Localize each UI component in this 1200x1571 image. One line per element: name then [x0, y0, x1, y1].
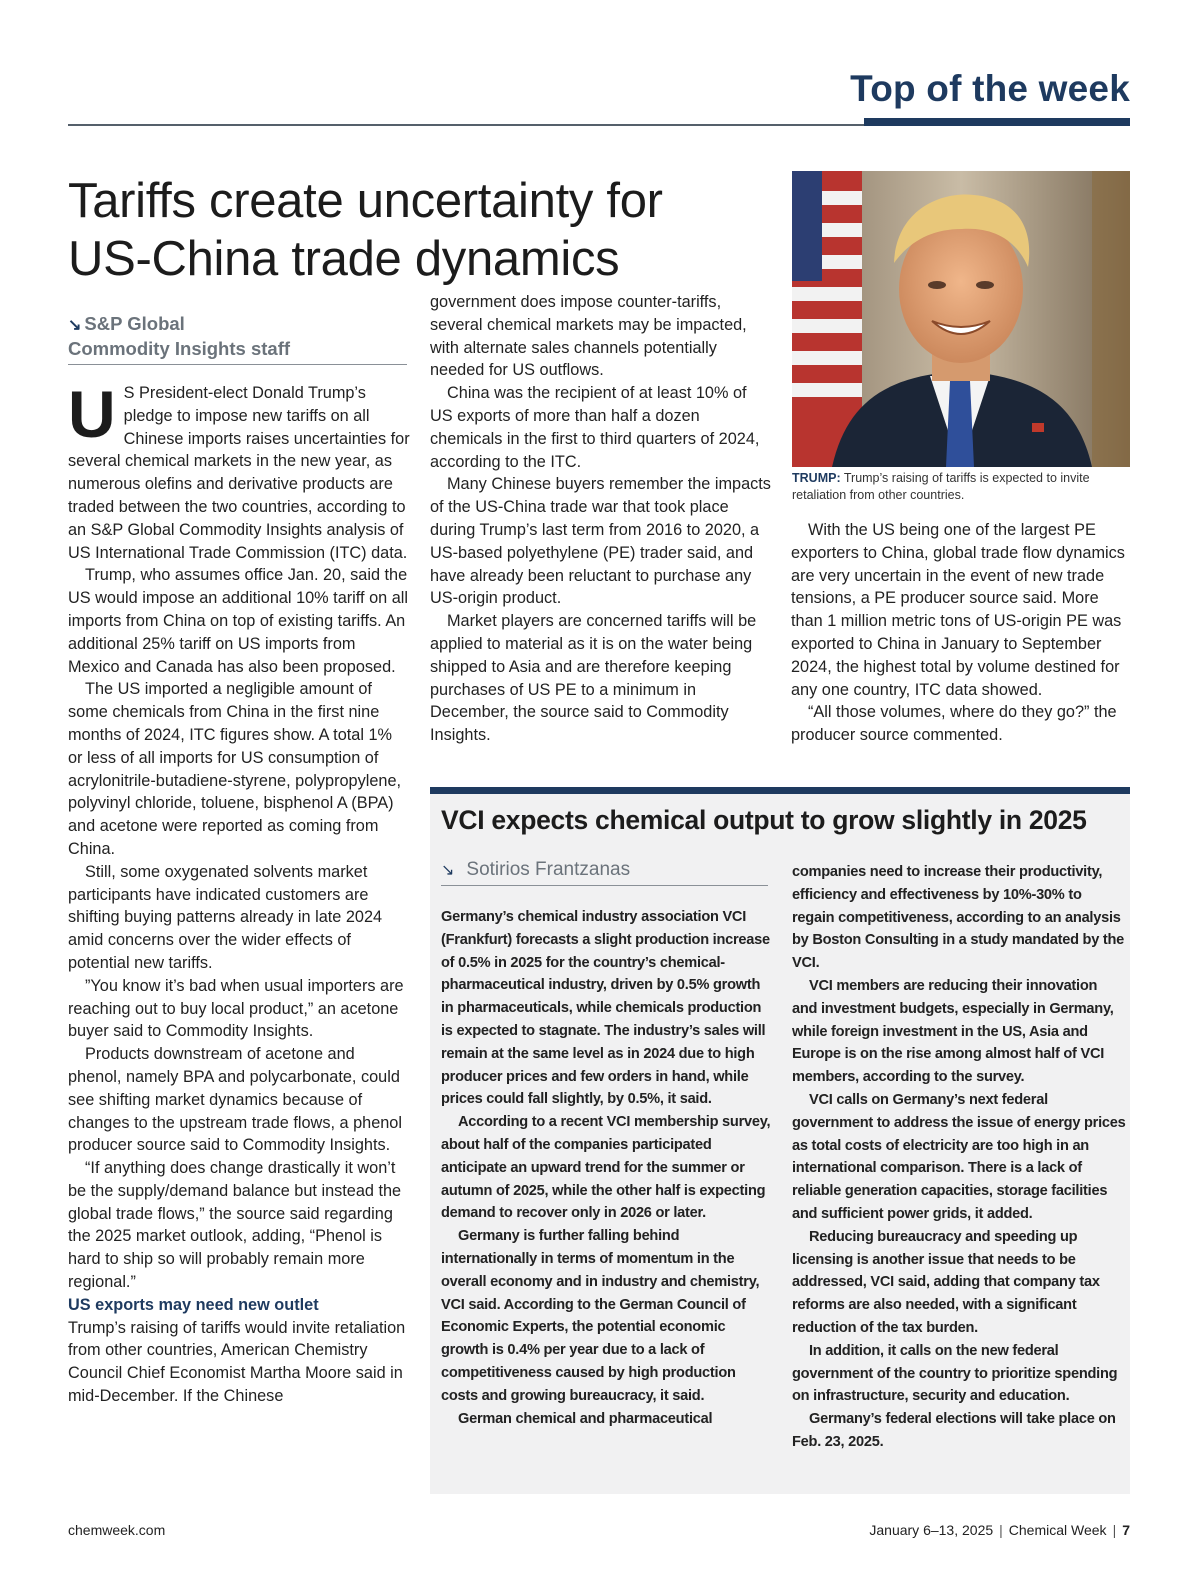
article-paragraph: “All those volumes, where do they go?” the producer source commented. — [791, 703, 1117, 745]
article-paragraph: government does impose counter-tariffs, several chemical markets may be impacted, with alternate sales channels potentially needed for US outflows. — [430, 293, 747, 380]
footer-site: chemweek.com — [68, 1522, 166, 1538]
trump-portrait-photo — [792, 171, 1130, 467]
article-column-3 — [791, 519, 1131, 747]
article-paragraph: Many Chinese buyers remember the impacts of the US-China trade war that took place during Trump’s last term from 2016 to 2020, a US-based polyethylene (PE) trader said, and have already been reluctant to purchase any US-origin product. — [430, 475, 771, 608]
article-paragraph: The US imported a negligible amount of some chemicals from China in the first nine months of 2024, ITC figures show. A total 1% or less of all imports for US consumption of acrylonitrile-butadiene-styrene, polypropylene, polyvinyl chloride, toluene, bisphenol A (BPA) and acetone were reported as coming from China. — [68, 680, 402, 858]
sidebar-article-byline — [441, 858, 768, 886]
sidebar-paragraph: Germany’s federal elections will take place on Feb. 23, 2025. — [792, 1411, 1116, 1450]
article-paragraph: “If anything does change drastically it won’t be the supply/demand balance but instead the global trade flows,” the source said regarding the 2025 market outlook, adding, “Phenol is hard to ship so will probably remain more regional.” — [68, 1159, 402, 1292]
sidebar-paragraph: Reducing bureaucracy and speeding up licensing is another issue that needs to be addressed, VCI said, adding that company tax reforms are also needed, with a significant reduction of the tax burden. — [792, 1228, 1100, 1336]
headline-line-1: Tariffs create uncertainty for — [68, 174, 663, 228]
caption-label: TRUMP: — [792, 471, 841, 485]
sidebar-paragraph: Germany’s chemical industry association VCI (Frankfurt) forecasts a slight production increase of 0.5% in 2025 for the country’s chemical-pharmaceutical industry, driven by 0.5% growth in pharmaceuticals, while chemicals production is expected to stagnate. The industry’s sales will remain at the same level as in 2024 due to high producer prices and few orders in hand, while prices could fall slightly, by 0.5%, it said. — [441, 909, 770, 1108]
article-paragraph: Market players are concerned tariffs will be applied to material as it is on the water being shipped to Asia and are therefore keeping purchases of US PE to a minimum in December, the source said to Commodity Insights. — [430, 612, 757, 745]
section-title: Top of the week — [850, 68, 1130, 109]
header-rule — [68, 124, 864, 126]
sidebar-paragraph: VCI members are reducing their innovation and investment budgets, especially in Germany, while foreign investment in the US, Asia and Europe is on the rise among almost half of VCI members, according to the survey. — [792, 977, 1114, 1086]
article-paragraph: ”You know it’s bad when usual importers are reaching out to buy local product,” an acetone buyer said to Commodity Insights. — [68, 976, 404, 1041]
sidebar-paragraph: Germany is further falling behind internationally in terms of momentum in the overall economy and in industry and chemistry, VCI said. According to the German Council of Economic Experts, the potential economic growth is 0.4% per year due to a lack of competitiveness caused by high production costs and growing bureaucracy, it said. — [441, 1228, 760, 1404]
sidebar-paragraph: companies need to increase their productivity, efficiency and effectiveness by 10%-30% to regain competitiveness, according to an analysis by Boston Consulting in a study mandated by the VCI. — [792, 864, 1125, 972]
sidebar-paragraph: In addition, it calls on the new federal government of the country to prioritize spending on infrastructure, security and education. — [792, 1342, 1118, 1405]
photo-caption — [792, 470, 1130, 504]
article-headline — [68, 172, 768, 288]
article-byline — [68, 312, 407, 365]
sidebar-byline-name: Sotirios Frantzanas — [466, 859, 631, 880]
sidebar-article-title: VCI expects chemical output to grow slightly in 2025 — [441, 805, 1087, 835]
article-column-1 — [68, 377, 410, 1408]
byline-line-1: S&P Global — [84, 313, 185, 334]
arrow-down-right-icon: ↘ — [68, 317, 82, 334]
page-number: 7 — [1122, 1522, 1130, 1538]
article-column-2 — [430, 291, 772, 747]
headline-line-2: US-China trade dynamics — [68, 232, 620, 286]
sidebar-paragraph: German chemical and pharmaceutical — [458, 1410, 713, 1427]
article-paragraph: China was the recipient of at least 10% of US exports of more than half a dozen chemicals in the first to third quarters of 2024, according to the ITC. — [430, 384, 760, 471]
byline-line-2: Commodity Insights staff — [68, 338, 291, 359]
article-paragraph: U S President-elect Donald Trump’s pledge to impose new tariffs on all Chinese imports raises uncertainties for several chemical markets in the new year, as numerous olefins and derivative products are traded between the two countries, according to an S&P Global Commodity Insights analysis of US International Trade Commission (ITC) data. — [68, 377, 410, 562]
sidebar-paragraph: According to a recent VCI membership survey, about half of the companies participated anticipate an upward trend for the summer or autumn of 2025, while the other half is expecting demand to recover only in 2026 or later. — [441, 1114, 771, 1222]
article-paragraph: Trump, who assumes office Jan. 20, said the US would impose an additional 10% tariff on all imports from China on top of existing tariffs. An additional 25% tariff on US imports from Mexico and Canada has also been proposed. — [68, 566, 408, 676]
article-paragraph: Trump’s raising of tariffs would invite retaliation from other countries, American Chemistry Council Chief Economist Martha Moore said in mid-December. If the Chinese — [68, 1318, 406, 1406]
caption-text: Trump’s raising of tariffs is expected to invite retaliation from other countries. — [792, 471, 1090, 502]
header-accent-bar — [864, 118, 1130, 126]
arrow-down-right-icon: ↘ — [441, 862, 455, 879]
sidebar-top-bar — [430, 787, 1130, 794]
sidebar-column-1 — [441, 906, 771, 1430]
footer-date: January 6–13, 2025 — [869, 1522, 994, 1538]
footer-separator: | — [999, 1522, 1003, 1538]
article-paragraph: Products downstream of acetone and phenol, namely BPA and polycarbonate, could see shifting market dynamics because of changes to the upstream trade flows, a phenol producer source said to Commodity Insights. — [68, 1045, 402, 1155]
footer-issue-info — [869, 1522, 1130, 1538]
sidebar-paragraph: VCI calls on Germany’s next federal government to address the issue of energy prices as total costs of electricity are too high in an international comparison. There is a lack of reliable generation capacities, storage facilities and sufficient power grids, it added. — [792, 1091, 1126, 1222]
footer-separator: | — [1112, 1522, 1117, 1538]
article-subhead: US exports may need new outlet — [68, 1295, 319, 1314]
article-paragraph: With the US being one of the largest PE exporters to China, global trade flow dynamics are very uncertain in the event of new trade tensions, a PE producer source said. More than 1 million metric tons of US-origin PE was exported to China in January to September 2024, the highest total by volume destined for any one country, ITC data showed. — [791, 521, 1125, 699]
article-paragraph: Still, some oxygenated solvents market participants have indicated customers are shifting buying patterns already in late 2024 amid concerns over the wider effects of potential new tariffs. — [68, 862, 383, 972]
drop-cap: U — [68, 377, 116, 451]
sidebar-column-2 — [792, 861, 1126, 1454]
footer-publication: Chemical Week — [1008, 1522, 1107, 1538]
